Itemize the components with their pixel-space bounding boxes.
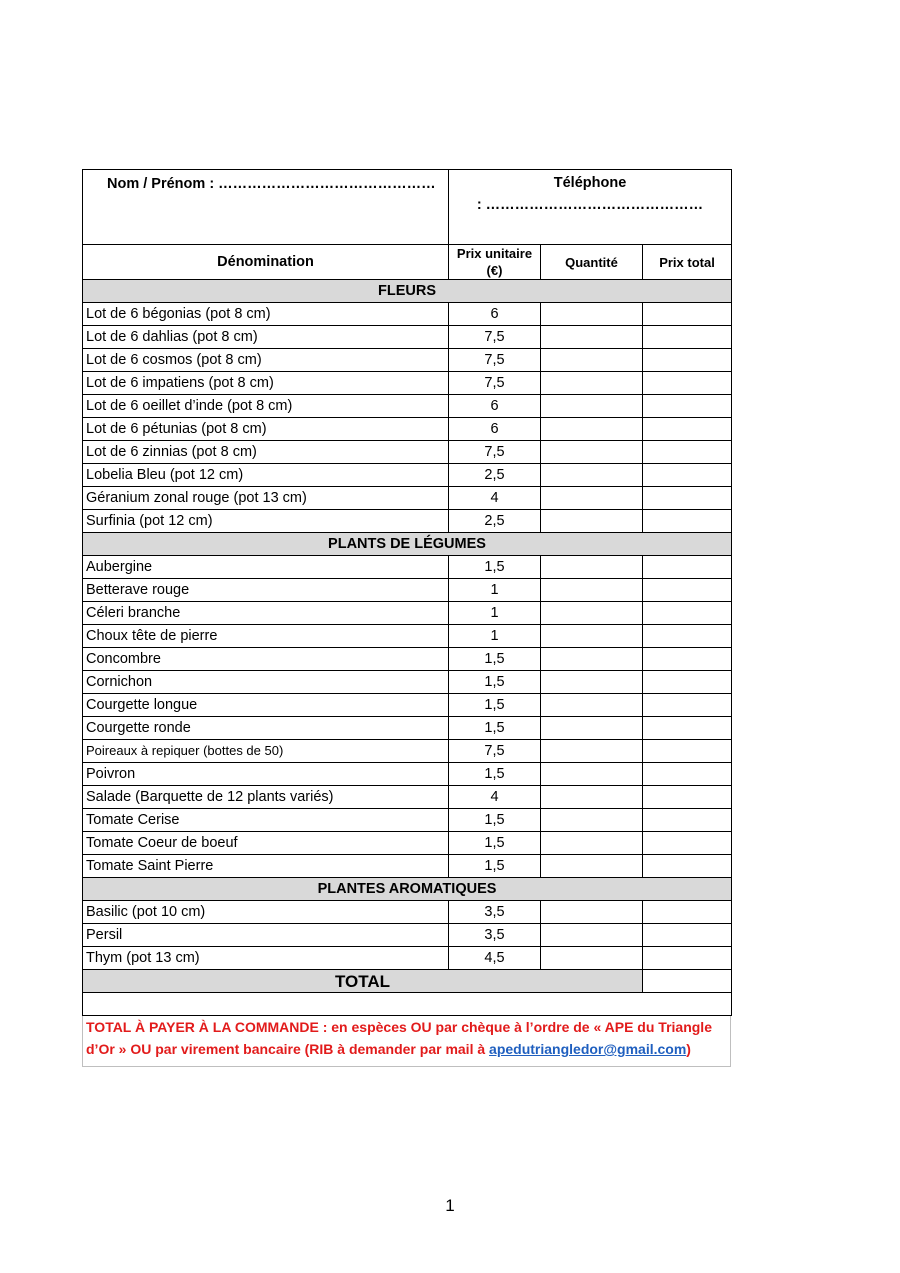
total-price-cell[interactable] <box>643 372 732 395</box>
product-name: Géranium zonal rouge (pot 13 cm) <box>83 487 449 510</box>
quantity-cell[interactable] <box>541 901 643 924</box>
product-row <box>83 349 732 372</box>
total-price-cell[interactable] <box>643 694 732 717</box>
product-name: Lot de 6 dahlias (pot 8 cm) <box>83 326 449 349</box>
quantity-cell[interactable] <box>541 602 643 625</box>
quantity-cell[interactable] <box>541 855 643 878</box>
unit-price: 1,5 <box>449 648 541 671</box>
spacer-row <box>83 993 732 1016</box>
unit-price: 1,5 <box>449 809 541 832</box>
product-name: Tomate Cerise <box>83 809 449 832</box>
unit-price: 1,5 <box>449 671 541 694</box>
quantity-cell[interactable] <box>541 671 643 694</box>
quantity-cell[interactable] <box>541 510 643 533</box>
quantity-cell[interactable] <box>541 947 643 970</box>
total-price-cell[interactable] <box>643 717 732 740</box>
unit-price: 1,5 <box>449 694 541 717</box>
quantity-cell[interactable] <box>541 303 643 326</box>
product-name: Persil <box>83 924 449 947</box>
quantity-cell[interactable] <box>541 579 643 602</box>
product-name: Lot de 6 zinnias (pot 8 cm) <box>83 441 449 464</box>
product-name: Cornichon <box>83 671 449 694</box>
product-name: Tomate Coeur de boeuf <box>83 832 449 855</box>
product-row <box>83 671 732 694</box>
product-name: Lobelia Bleu (pot 12 cm) <box>83 464 449 487</box>
total-price-cell[interactable] <box>643 832 732 855</box>
product-row <box>83 395 732 418</box>
product-row <box>83 740 732 763</box>
total-price-cell[interactable] <box>643 418 732 441</box>
product-row <box>83 510 732 533</box>
unit-price: 6 <box>449 395 541 418</box>
name-label: Nom / Prénom : ……………………………………… <box>107 176 436 192</box>
total-price-cell[interactable] <box>643 326 732 349</box>
product-name: Concombre <box>83 648 449 671</box>
section-header <box>83 533 732 556</box>
quantity-cell[interactable] <box>541 418 643 441</box>
quantity-cell[interactable] <box>541 763 643 786</box>
product-name: Poireaux à repiquer (bottes de 50) <box>83 740 449 763</box>
product-name: Courgette longue <box>83 694 449 717</box>
quantity-cell[interactable] <box>541 487 643 510</box>
unit-price: 7,5 <box>449 441 541 464</box>
quantity-cell[interactable] <box>541 326 643 349</box>
unit-price: 3,5 <box>449 924 541 947</box>
product-row <box>83 786 732 809</box>
quantity-cell[interactable] <box>541 464 643 487</box>
total-price-cell[interactable] <box>643 901 732 924</box>
total-price-cell[interactable] <box>643 510 732 533</box>
unit-price: 1,5 <box>449 556 541 579</box>
quantity-cell[interactable] <box>541 625 643 648</box>
total-price-cell[interactable] <box>643 947 732 970</box>
product-name: Céleri branche <box>83 602 449 625</box>
product-row <box>83 464 732 487</box>
product-row <box>83 763 732 786</box>
quantity-cell[interactable] <box>541 717 643 740</box>
total-price-cell[interactable] <box>643 464 732 487</box>
product-row <box>83 602 732 625</box>
quantity-cell[interactable] <box>541 441 643 464</box>
product-row <box>83 625 732 648</box>
product-row <box>83 487 732 510</box>
total-label: TOTAL <box>83 970 643 993</box>
section-title: PLANTS DE LÉGUMES <box>83 533 732 556</box>
total-price-cell[interactable] <box>643 579 732 602</box>
product-row <box>83 372 732 395</box>
email-link[interactable]: apedutriangledor@gmail.com <box>489 1041 687 1057</box>
total-price-cell[interactable] <box>643 349 732 372</box>
section-header <box>83 878 732 901</box>
col-unit-price <box>449 245 541 280</box>
quantity-cell[interactable] <box>541 809 643 832</box>
quantity-cell[interactable] <box>541 924 643 947</box>
unit-price: 1,5 <box>449 717 541 740</box>
product-row <box>83 579 732 602</box>
product-row <box>83 441 732 464</box>
quantity-cell[interactable] <box>541 372 643 395</box>
page-number: 1 <box>445 1196 455 1215</box>
product-row <box>83 901 732 924</box>
total-row <box>83 970 732 993</box>
unit-price: 1 <box>449 602 541 625</box>
quantity-cell[interactable] <box>541 832 643 855</box>
product-row <box>83 832 732 855</box>
quantity-cell[interactable] <box>541 648 643 671</box>
total-price-cell[interactable] <box>643 786 732 809</box>
unit-price: 4,5 <box>449 947 541 970</box>
col-unit-price-line2: (€) <box>486 263 503 278</box>
name-field[interactable] <box>83 170 449 245</box>
total-price-cell[interactable] <box>643 648 732 671</box>
grand-total-cell[interactable] <box>643 970 732 993</box>
product-row <box>83 855 732 878</box>
product-name: Lot de 6 cosmos (pot 8 cm) <box>83 349 449 372</box>
product-row <box>83 648 732 671</box>
column-header-row <box>83 245 732 280</box>
product-name: Lot de 6 pétunias (pot 8 cm) <box>83 418 449 441</box>
product-name: Tomate Saint Pierre <box>83 855 449 878</box>
total-price-cell[interactable] <box>643 625 732 648</box>
total-price-cell[interactable] <box>643 303 732 326</box>
unit-price: 7,5 <box>449 326 541 349</box>
order-form <box>82 169 731 1067</box>
total-price-cell[interactable] <box>643 855 732 878</box>
product-row <box>83 924 732 947</box>
col-unit-price-line1: Prix unitaire <box>456 246 533 261</box>
payment-note-end: ) <box>686 1041 691 1057</box>
unit-price: 7,5 <box>449 349 541 372</box>
product-row <box>83 694 732 717</box>
total-price-cell[interactable] <box>643 602 732 625</box>
quantity-cell[interactable] <box>541 694 643 717</box>
product-name: Basilic (pot 10 cm) <box>83 901 449 924</box>
product-name: Surfinia (pot 12 cm) <box>83 510 449 533</box>
unit-price: 7,5 <box>449 372 541 395</box>
total-price-cell[interactable] <box>643 809 732 832</box>
quantity-cell[interactable] <box>541 349 643 372</box>
unit-price: 4 <box>449 786 541 809</box>
product-name: Poivron <box>83 763 449 786</box>
col-designation: Dénomination <box>83 245 449 280</box>
product-row <box>83 418 732 441</box>
quantity-cell[interactable] <box>541 556 643 579</box>
unit-price: 3,5 <box>449 901 541 924</box>
product-name: Choux tête de pierre <box>83 625 449 648</box>
total-price-cell[interactable] <box>643 487 732 510</box>
unit-price: 7,5 <box>449 740 541 763</box>
section-header <box>83 280 732 303</box>
total-price-cell[interactable] <box>643 740 732 763</box>
product-row <box>83 947 732 970</box>
col-total-price: Prix total <box>643 245 732 280</box>
unit-price: 2,5 <box>449 464 541 487</box>
product-row <box>83 717 732 740</box>
product-name: Courgette ronde <box>83 717 449 740</box>
product-name: Lot de 6 oeillet d’inde (pot 8 cm) <box>83 395 449 418</box>
product-name: Aubergine <box>83 556 449 579</box>
total-price-cell[interactable] <box>643 556 732 579</box>
unit-price: 6 <box>449 303 541 326</box>
phone-line: : ……………………………………… <box>476 197 704 213</box>
section-title: PLANTES AROMATIQUES <box>83 878 732 901</box>
unit-price: 1 <box>449 625 541 648</box>
quantity-cell[interactable] <box>541 740 643 763</box>
total-price-cell[interactable] <box>643 671 732 694</box>
unit-price: 4 <box>449 487 541 510</box>
col-quantity: Quantité <box>541 245 643 280</box>
unit-price: 1,5 <box>449 832 541 855</box>
product-name: Thym (pot 13 cm) <box>83 947 449 970</box>
order-table <box>82 169 732 1016</box>
spacer-cell <box>83 993 732 1016</box>
unit-price: 1 <box>449 579 541 602</box>
unit-price: 1,5 <box>449 763 541 786</box>
total-price-cell[interactable] <box>643 763 732 786</box>
product-row <box>83 556 732 579</box>
phone-label: Téléphone <box>553 175 627 191</box>
product-name: Lot de 6 impatiens (pot 8 cm) <box>83 372 449 395</box>
product-row <box>83 809 732 832</box>
phone-field[interactable] <box>449 170 732 245</box>
total-price-cell[interactable] <box>643 441 732 464</box>
product-row <box>83 326 732 349</box>
total-price-cell[interactable] <box>643 395 732 418</box>
product-name: Salade (Barquette de 12 plants variés) <box>83 786 449 809</box>
quantity-cell[interactable] <box>541 395 643 418</box>
unit-price: 1,5 <box>449 855 541 878</box>
section-title: FLEURS <box>83 280 732 303</box>
total-price-cell[interactable] <box>643 924 732 947</box>
product-name: Lot de 6 bégonias (pot 8 cm) <box>83 303 449 326</box>
quantity-cell[interactable] <box>541 786 643 809</box>
unit-price: 2,5 <box>449 510 541 533</box>
product-name: Betterave rouge <box>83 579 449 602</box>
header-row <box>83 170 732 245</box>
payment-note <box>82 1016 731 1067</box>
payment-note-text: TOTAL À PAYER À LA COMMANDE : en espèces OU par chèque à l’ordre de « APE du Triangle d’Or » OU par virement bancaire (RIB à demander par mail à <box>86 1019 712 1057</box>
product-row <box>83 303 732 326</box>
unit-price: 6 <box>449 418 541 441</box>
